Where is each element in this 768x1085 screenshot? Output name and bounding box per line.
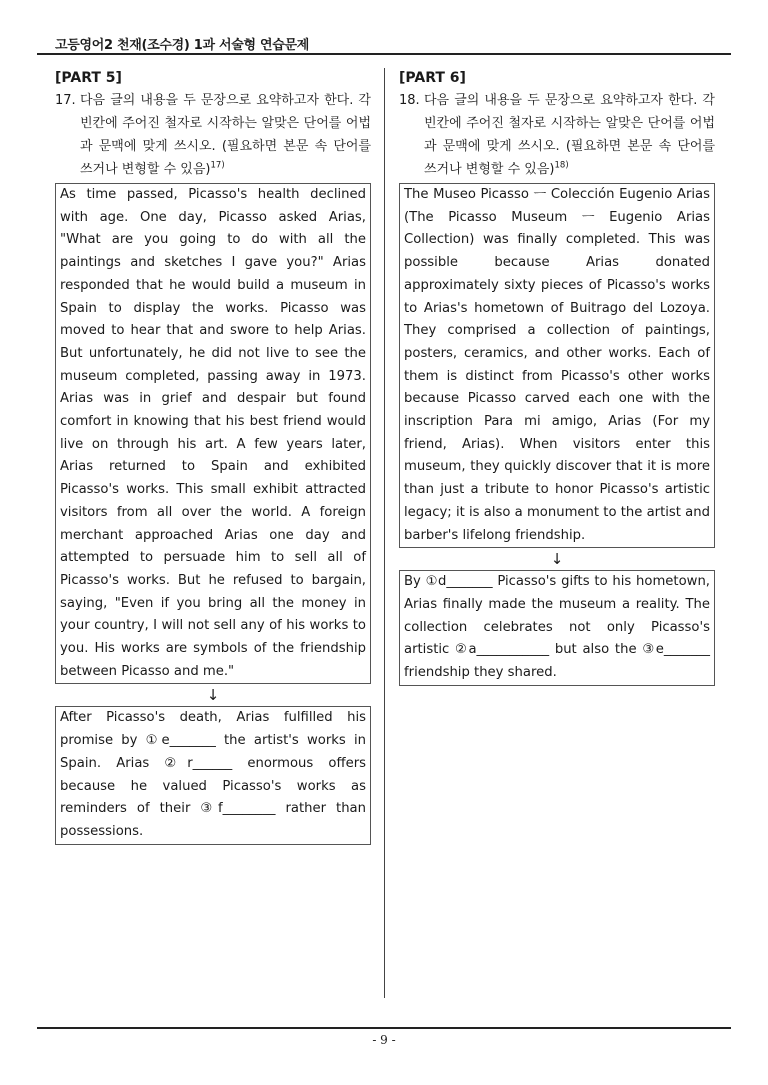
part-6-title: [PART 6] (399, 70, 466, 86)
footnote-17: 17) (210, 160, 225, 171)
summary-17-box (55, 706, 371, 844)
page-number: - 9 - (372, 1033, 396, 1047)
header-title: 고등영어2 천재(조수경) 1과 서술형 연습문제 (55, 38, 310, 53)
passage-18: The Museo Picasso ㅡ Colección Eugenio Arias (The Picasso Museum ㅡ Eugenio Arias Collection) was finally completed. This was possible because Arias donated approximately sixty pieces of Picasso's works to Arias's hometown of Buitrago del Lozoya. They comprised a collection of paintings, posters, ceramics, and other works. Each of them is distinct from Picasso's other works because Picasso carved each one with the inscription Para mi amigo, Arias (For my friend, Arias). When visitors enter this museum, they quickly discover that it is more than just a tribute to honor Picasso's artistic legacy; it is also a monument to the artist and barber's lifelong friendship. (404, 187, 710, 543)
question-17 (55, 89, 371, 181)
passage-17-box (55, 183, 371, 684)
footnote-18: 18) (554, 160, 569, 171)
arrow-18: ↓ (550, 550, 564, 569)
footer-divider (37, 1027, 731, 1029)
part-6-column (399, 70, 715, 686)
question-17-number: 17. (55, 93, 76, 108)
question-17-instruction: 다음 글의 내용을 두 문장으로 요약하고자 한다. 각 빈칸에 주어진 철자로 시작하는 알맞은 단어를 어법과 문맥에 맞게 쓰시오. (필요하면 본문 속 단어를 쓰거나 변형할 수 있음) (80, 93, 371, 177)
summary-17: After Picasso's death, Arias fulfilled his promise by ①e_______ the artist's works in Spain. Arias ②r______ enormous offers because he valued Picasso's works as reminders of their ③f________ rather than possessions. (60, 710, 366, 839)
summary-18-box (399, 570, 715, 686)
question-18-instruction: 다음 글의 내용을 두 문장으로 요약하고자 한다. 각 빈칸에 주어진 철자로 시작하는 알맞은 단어를 어법과 문맥에 맞게 쓰시오. (필요하면 본문 속 단어를 쓰거나 변형할 수 있음) (424, 93, 715, 177)
part-5-title: [PART 5] (55, 70, 122, 86)
passage-18-box (399, 183, 715, 548)
header-divider (37, 53, 731, 55)
part-5-column (55, 70, 371, 845)
column-divider (384, 68, 385, 998)
question-18-text (424, 89, 715, 181)
passage-17: As time passed, Picasso's health declined with age. One day, Picasso asked Arias, "What are you going to do with all the paintings and sketches I gave you?" Arias responded that he would build a museum in Spain to display the works. Picasso was moved to hear that and swore to help Arias. But unfortunately, he did not live to see the museum completed, passing away in 1973. Arias was in grief and despair but found comfort in knowing that his best friend would live on through his art. A few years later, Arias returned to Spain and exhibited Picasso's works. This small exhibit attracted visitors from all over the world. A foreign merchant approached Arias one day and attempted to persuade him to sell all of Picasso's works. But he refused to bargain, saying, "Even if you bring all the money in your country, I will not sell any of his works to you. His works are symbols of the friendship between Picasso and me." (60, 187, 366, 679)
summary-18: By ①d_______ Picasso's gifts to his hometown, Arias finally made the museum a reality. The collection celebrates not only Picasso's artistic ②a___________ but also the ③e_______ friendship they shared. (404, 574, 710, 681)
question-18-number: 18. (399, 93, 420, 108)
question-18 (399, 89, 715, 181)
question-17-text (80, 89, 371, 181)
arrow-17: ↓ (206, 686, 220, 705)
